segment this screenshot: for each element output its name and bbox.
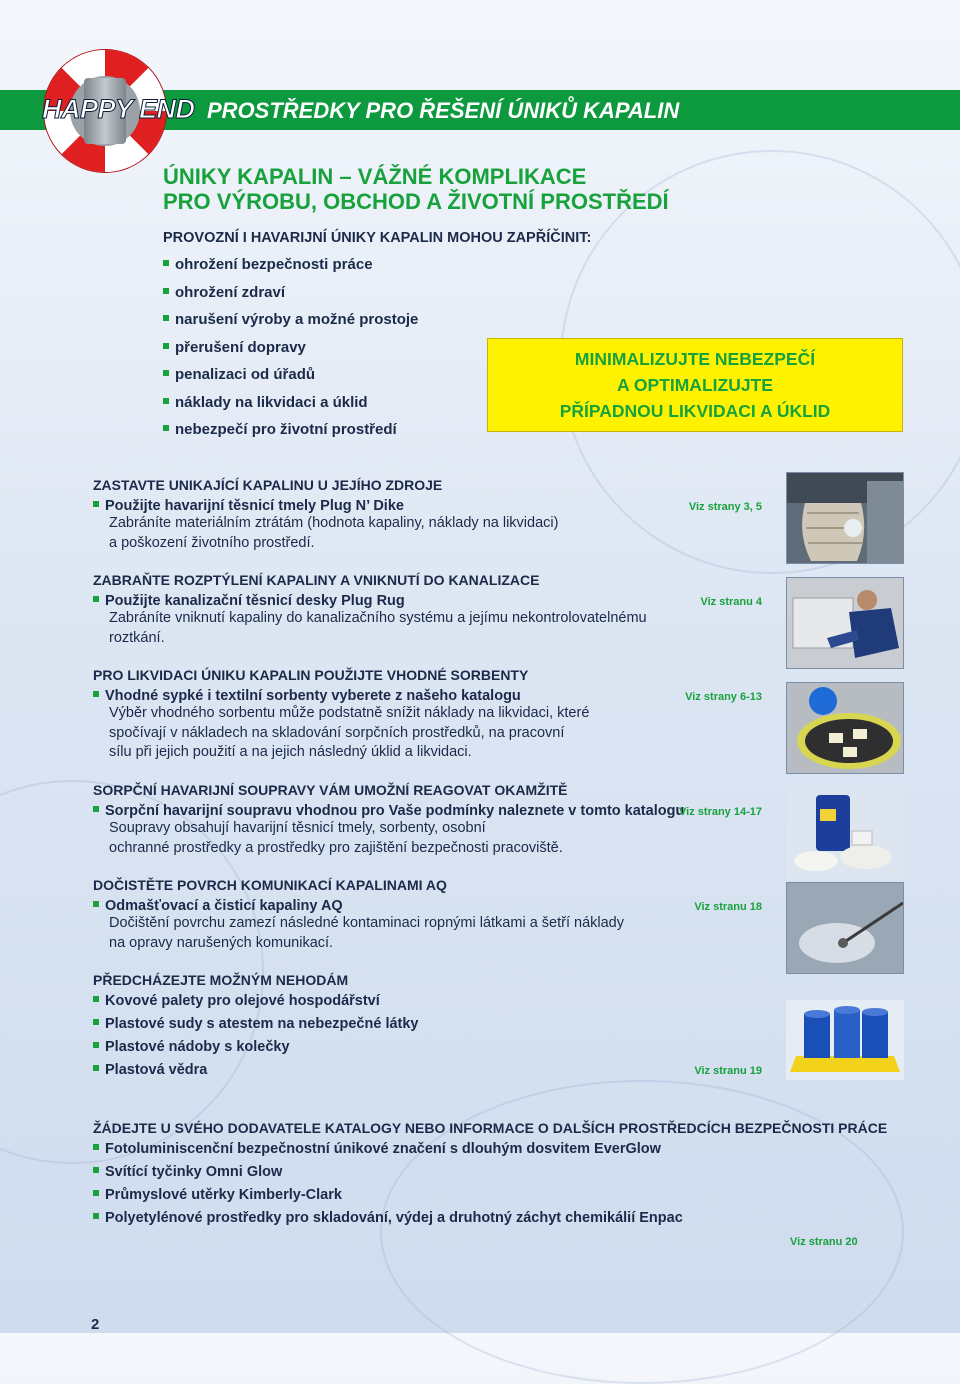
- page-reference: Viz stranu 18: [694, 901, 762, 913]
- section-title: PŘEDCHÁZEJTE MOŽNÝM NEHODÁM: [93, 972, 349, 988]
- bullet-square-icon: [93, 901, 99, 907]
- section-title: DOČISTĚTE POVRCH KOMUNIKACÍ KAPALINAMI AQ: [93, 877, 447, 893]
- item-description: Zabráníte materiálním ztrátám (hodnota kapaliny, náklady na likvidaci) a poškození životního prostředí.: [109, 515, 559, 551]
- section-item: [93, 803, 773, 858]
- page-number: 2: [91, 1316, 100, 1333]
- bullet-square-icon: [163, 315, 169, 321]
- brand-name: HAPPY END: [42, 94, 195, 124]
- callout-line3: PŘÍPADNOU LIKVIDACI A ÚKLID: [559, 401, 831, 421]
- list-item: náklady na likvidaci a úklid: [163, 394, 418, 422]
- causes-list: [163, 256, 418, 449]
- bullet-square-icon: [93, 501, 99, 507]
- prevention-list: [93, 993, 773, 1085]
- photo-cleaning: [786, 882, 904, 974]
- list-item: Plastové sudy s atestem na nebezpečné látky: [93, 1016, 773, 1039]
- photo-plug-n-dike: [786, 472, 904, 564]
- section-item: [93, 688, 773, 763]
- callout-box: [487, 338, 903, 432]
- bullet-square-icon: [93, 1144, 99, 1150]
- item-title: Vhodné sypké i textilní sorbenty vyberete z našeho katalogu: [105, 688, 521, 704]
- section-stop-leak: [93, 477, 773, 553]
- page-reference: Viz strany 6-13: [685, 691, 762, 703]
- causes-title: PROVOZNÍ I HAVARIJNÍ ÚNIKY KAPALIN MOHOU ZAPŘÍČINIT:: [163, 230, 592, 246]
- bullet-square-icon: [163, 425, 169, 431]
- bullet-square-icon: [93, 806, 99, 812]
- section-title: SORPČNÍ HAVARIJNÍ SOUPRAVY VÁM UMOŽNÍ REAGOVAT OKAMŽITĚ: [93, 782, 568, 798]
- callout-line1: MINIMALIZUJTE NEBEZPEČÍ: [574, 349, 816, 369]
- photo-spill-kit: [786, 787, 904, 879]
- page-reference: Viz stranu 20: [790, 1236, 858, 1248]
- section-other-products: [93, 1120, 913, 1233]
- list-item: Svítící tyčinky Omni Glow: [93, 1164, 913, 1187]
- item-description: Soupravy obsahují havarijní těsnicí tmely, sorbenty, osobní ochranné prostředky a prostředky pro zajištění bezpečnosti pracoviště.: [109, 820, 563, 856]
- section-drain: [93, 572, 773, 648]
- section-title: ZASTAVTE UNIKAJÍCÍ KAPALINU U JEJÍHO ZDROJE: [93, 477, 443, 493]
- list-item: Průmyslové utěrky Kimberly-Clark: [93, 1187, 913, 1210]
- section-title: ZABRAŇTE ROZPTÝLENÍ KAPALINY A VNIKNUTÍ DO KANALIZACE: [93, 572, 540, 588]
- callout-line2: A OPTIMALIZUJTE: [617, 375, 773, 395]
- bullet-square-icon: [93, 1167, 99, 1173]
- bullet-square-icon: [93, 1190, 99, 1196]
- photo-barrels-pallet: [786, 1000, 904, 1080]
- list-item: Fotoluminiscenční bezpečnostní únikové značení s dlouhým dosvitem EverGlow: [93, 1141, 913, 1164]
- section-item: [93, 498, 773, 553]
- section-kits: [93, 782, 773, 858]
- photo-plug-rug: [786, 577, 904, 669]
- bullet-square-icon: [163, 370, 169, 376]
- section-sorbents: [93, 667, 773, 763]
- section-item: [93, 593, 773, 648]
- list-item: nebezpečí pro životní prostředí: [163, 421, 418, 449]
- bullet-square-icon: [93, 1019, 99, 1025]
- bullet-square-icon: [163, 288, 169, 294]
- list-item: ohrožení bezpečnosti práce: [163, 256, 418, 284]
- bullet-square-icon: [93, 1042, 99, 1048]
- section-prevention: [93, 972, 773, 1085]
- bullet-square-icon: [163, 398, 169, 404]
- page-title-line1: ÚNIKY KAPALIN – VÁŽNÉ KOMPLIKACE: [163, 164, 587, 189]
- item-title: Odmašťovací a čisticí kapaliny AQ: [105, 898, 343, 914]
- bullet-square-icon: [93, 996, 99, 1002]
- section-title: PRO LIKVIDACI ÚNIKU KAPALIN POUŽIJTE VHODNÉ SORBENTY: [93, 667, 529, 683]
- page-reference: Viz stranu 19: [694, 1065, 762, 1077]
- page-title: [163, 164, 669, 214]
- list-item: penalizaci od úřadů: [163, 366, 418, 394]
- bullet-square-icon: [93, 596, 99, 602]
- list-item: Plastová vědra Viz stranu 19: [93, 1062, 773, 1085]
- item-title: Sorpční havarijní soupravu vhodnou pro Vaše podmínky naleznete v tomto katalogu: [105, 803, 685, 819]
- list-item: přerušení dopravy: [163, 339, 418, 367]
- header-title: PROSTŘEDKY PRO ŘEŠENÍ ÚNIKŮ KAPALIN: [207, 98, 680, 123]
- page-title-line2: PRO VÝROBU, OBCHOD A ŽIVOTNÍ PROSTŘEDÍ: [163, 189, 669, 214]
- bullet-square-icon: [163, 343, 169, 349]
- item-description: Dočištění povrchu zamezí následné kontaminaci ropnými látkami a šetří náklady na opravy narušených komunikací.: [109, 915, 624, 951]
- item-description: Výběr vhodného sorbentu může podstatně snížit náklady na likvidaci, které spočívají v nákladech na skladování sorpčních prostředků, na pracovní sílu při jejich použití a na jejich následný úklid a likvidaci.: [109, 705, 590, 760]
- page-reference: Viz strany 3, 5: [688, 501, 762, 513]
- item-description: Zabráníte vniknutí kapaliny do kanalizačního systému a jejímu nekontrolovatelnému roztkání.: [109, 610, 647, 646]
- page-reference: Viz strany 14-17: [679, 806, 762, 818]
- section-item: [93, 898, 773, 953]
- bullet-square-icon: [93, 691, 99, 697]
- page-reference: Viz stranu 4: [700, 596, 762, 608]
- bullet-square-icon: [93, 1065, 99, 1071]
- item-title: Použijte havarijní těsnicí tmely Plug N’ Dike: [105, 498, 404, 514]
- photo-sorbents: [786, 682, 904, 774]
- list-item: Kovové palety pro olejové hospodářství: [93, 993, 773, 1016]
- list-item: narušení výroby a možné prostoje: [163, 311, 418, 339]
- bullet-square-icon: [93, 1213, 99, 1219]
- section-cleaning: [93, 877, 773, 953]
- other-products-list: [93, 1141, 913, 1233]
- item-title: Použijte kanalizační těsnicí desky Plug Rug: [105, 593, 405, 609]
- list-item: Plastové nádoby s kolečky: [93, 1039, 773, 1062]
- list-item: Polyetylénové prostředky pro skladování, výdej a druhotný záchyt chemikálií Enpac: [93, 1210, 913, 1233]
- list-item: ohrožení zdraví: [163, 284, 418, 312]
- section-title: ŽÁDEJTE U SVÉHO DODAVATELE KATALOGY NEBO INFORMACE O DALŠÍCH PROSTŘEDCÍCH BEZPEČNOSTI PRÁCE: [93, 1120, 888, 1136]
- bullet-square-icon: [163, 260, 169, 266]
